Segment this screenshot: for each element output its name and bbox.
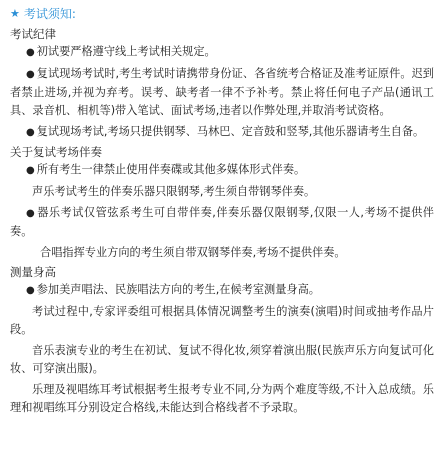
height-item-theory: 乐理及视唱练耳考试根据考生报考专业不同,分为两个难度等级,不计入总成绩。乐理和视唱练耳分别设定合格线,未能达到合格线者不予录取。: [10, 383, 434, 414]
section-title-discipline: 考试纪律: [10, 27, 56, 41]
bullet-dot-icon: ●: [26, 165, 35, 176]
accompaniment-item-vocal: 声乐考试考生的伴奏乐器只限钢琴,考生须自带钢琴伴奏。: [32, 185, 316, 198]
star-icon: ★: [10, 7, 20, 20]
height-item-makeup: 音乐表演专业的考生在初试、复试不得化妆,须穿着演出服(民族声乐方向复试可化妆、可穿演出服)。: [10, 344, 434, 375]
discipline-item-instruments: ● 复试现场考试,考场只提供钢琴、马林巴、定音鼓和竖琴,其他乐器请考生自备。: [26, 125, 425, 138]
accompaniment-item-media: ● 所有考生一律禁止使用伴奏碟或其他多媒体形式伴奏。: [26, 163, 306, 176]
bullet-dot-icon: ●: [26, 47, 35, 58]
height-item-timing: 考试过程中,专家评委组可根据具体情况调整考生的演奏(演唱)时间或抽考作品片段。: [10, 305, 434, 336]
section-title-height: 测量身高: [10, 265, 56, 279]
discipline-item-onsite: ● 复试现场考试时,考生考试时请携带身份证、各省统考合格证及准考证原件。迟到者禁止进场,并视为弃考。误考、缺考者一律不予补考。禁止将任何电子产品(通讯工具、录音机、相机等)带入笔试、面试考场,违者以作弊处理,并取消考试资格。: [10, 67, 434, 117]
notice-heading: [10, 6, 434, 22]
bullet-dot-icon: ●: [26, 127, 35, 138]
bullet-dot-icon: ●: [26, 208, 36, 219]
accompaniment-item-choral: 合唱指挥专业方向的考生须自带双钢琴伴奏,考场不提供伴奏。: [40, 246, 346, 259]
notice-heading-text: 考试须知:: [23, 7, 76, 21]
accompaniment-item-instrumental: ● 器乐考试仅管弦系考生可自带伴奏,伴奏乐器仅限钢琴,仅限一人,考场不提供伴奏。: [10, 206, 434, 238]
discipline-item-online: ● 初试要严格遵守线上考试相关规定。: [26, 45, 216, 58]
bullet-dot-icon: ●: [26, 69, 35, 80]
section-title-accompaniment: 关于复试考场伴奏: [10, 145, 102, 159]
bullet-dot-icon: ●: [26, 285, 35, 296]
height-item-measure: ● 参加美声唱法、民族唱法方向的考生,在候考室测量身高。: [26, 283, 320, 296]
